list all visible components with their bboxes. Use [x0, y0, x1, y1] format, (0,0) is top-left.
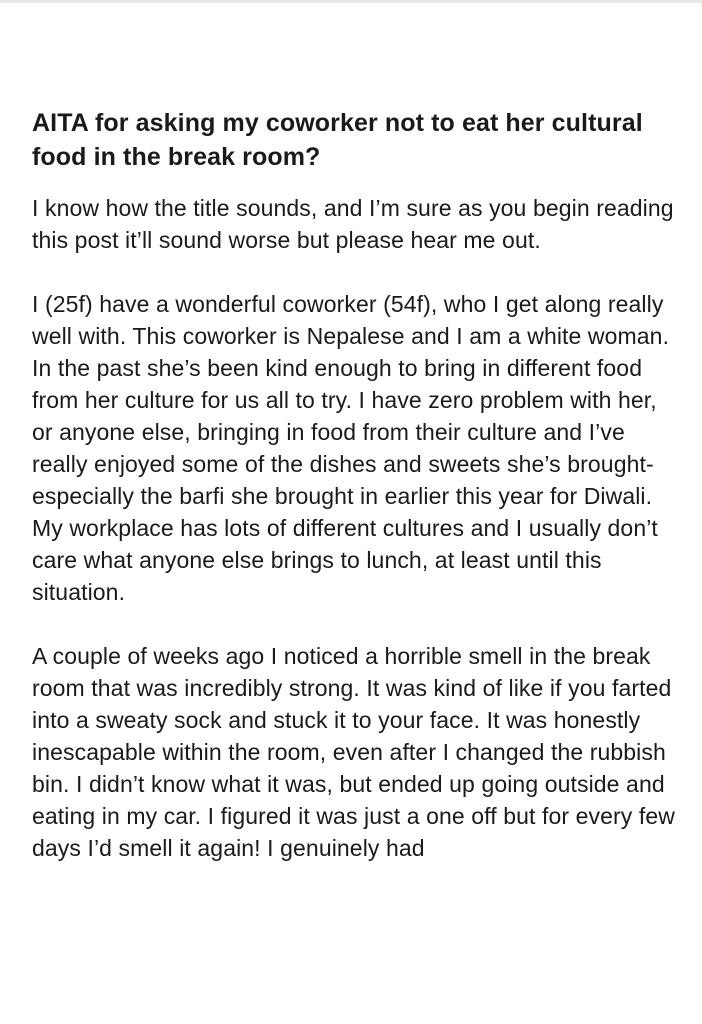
post-paragraph: A couple of weeks ago I noticed a horrible smell in the break room that was incredibly strong. It was kind of like if you farted into a sweaty sock and stuck it to your face. It was honestly inescapable within the room, even after I changed the rubbish bin. I didn’t know what it was, but ended up going outside and eating in my car. I figured it was just a one off but for every few days I’d smell it again! I genuinely had — [32, 643, 675, 861]
post — [32, 106, 682, 896]
post-title: AITA for asking my coworker not to eat her cultural food in the break room? — [32, 109, 643, 171]
post-body — [32, 192, 682, 864]
top-divider — [0, 0, 702, 3]
post-paragraph: I (25f) have a wonderful coworker (54f), who I get along really well with. This coworker is Nepalese and I am a white woman. In the past she’s been kind enough to bring in different food from her culture for us all to try. I have zero problem with her, or anyone else, bringing in food from their culture and I’ve really enjoyed some of the dishes and sweets she’s brought- especially the barfi she brought in earlier this year for Diwali. My workplace has lots of different cultures and I usually don’t care what anyone else brings to lunch, at least until this situation. — [32, 291, 670, 605]
post-paragraph: I know how the title sounds, and I’m sure as you begin reading this post it’ll sound worse but please hear me out. — [32, 195, 674, 253]
